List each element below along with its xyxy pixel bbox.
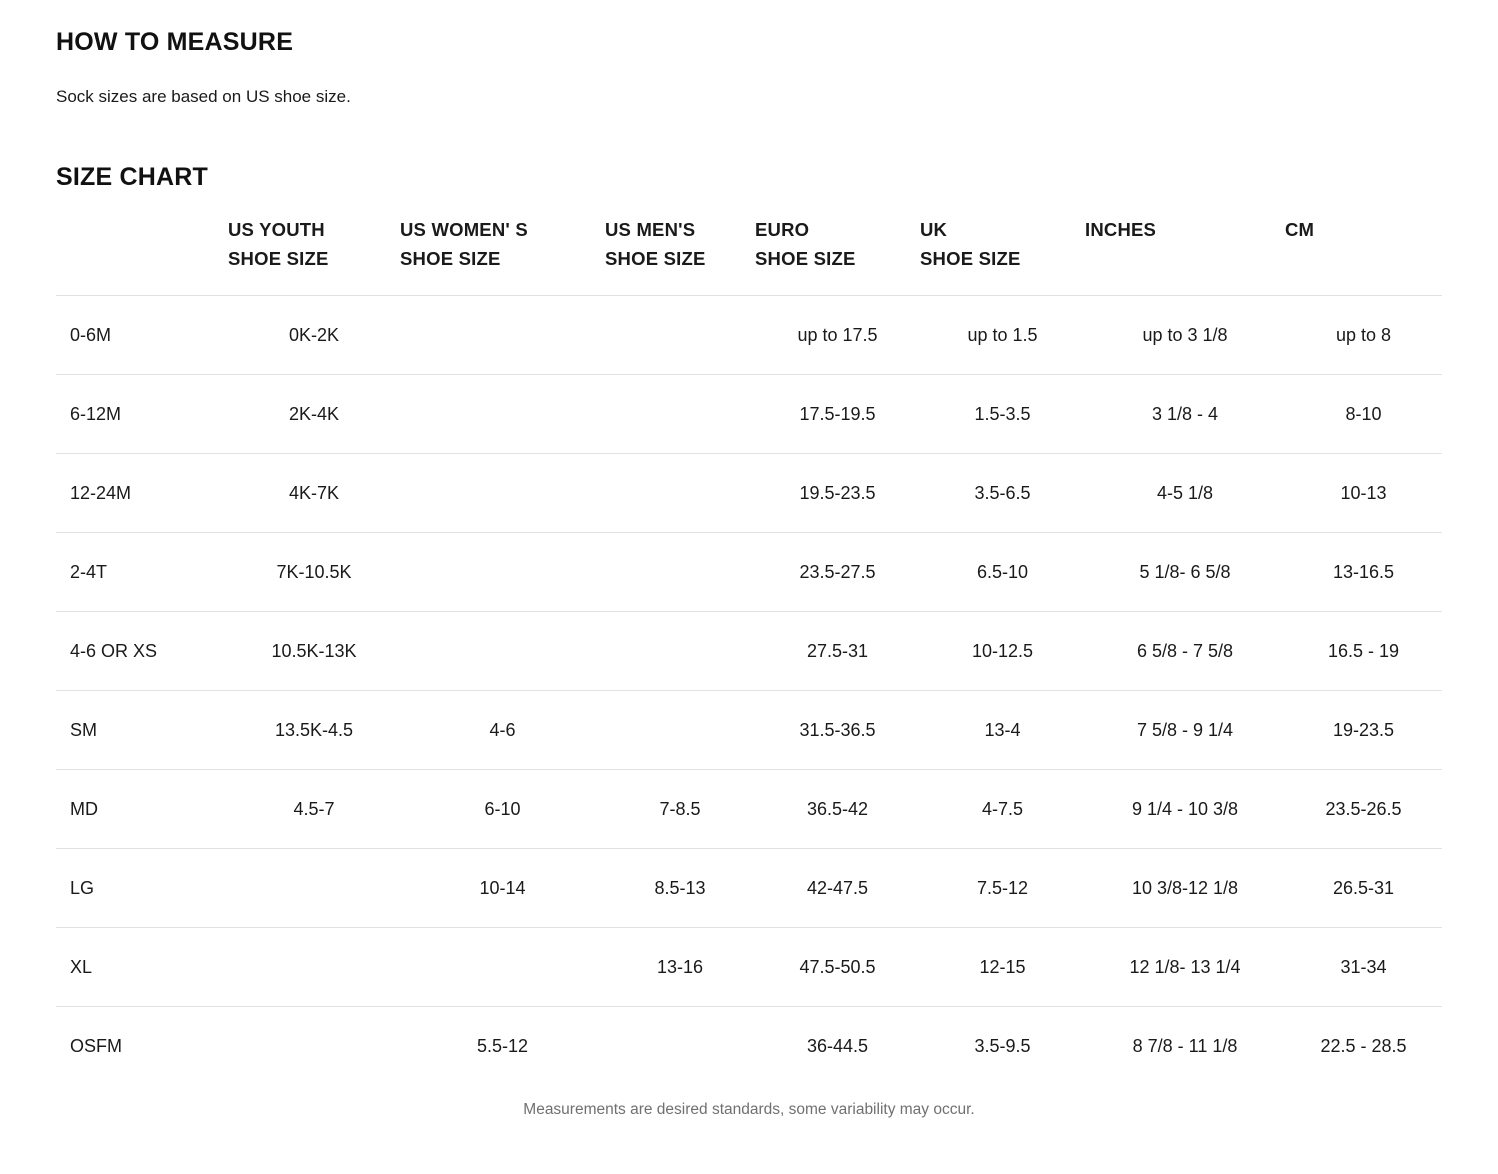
column-header-euro-line2: SHOE SIZE (755, 247, 856, 269)
table-row (56, 691, 1442, 770)
cell-euro: 23.5-27.5 (755, 533, 920, 612)
column-header-us-women-line1: US WOMEN' S (400, 219, 528, 240)
cell-size-label: MD (56, 770, 228, 849)
cell-uk: 7.5-12 (920, 849, 1085, 928)
cell-us-men (605, 296, 755, 375)
cell-uk: 4-7.5 (920, 770, 1085, 849)
cell-us-men: 13-16 (605, 928, 755, 1007)
cell-uk: 1.5-3.5 (920, 375, 1085, 454)
cell-size-label: 2-4T (56, 533, 228, 612)
column-header-us-men (605, 216, 755, 296)
cell-inches: 10 3/8-12 1/8 (1085, 849, 1285, 928)
column-header-inches (1085, 216, 1285, 296)
cell-us-youth: 13.5K-4.5 (228, 691, 400, 770)
cell-euro: 19.5-23.5 (755, 454, 920, 533)
column-header-cm (1285, 216, 1442, 296)
cell-size-label: 12-24M (56, 454, 228, 533)
table-body (56, 296, 1442, 1086)
cell-size-label: 4-6 OR XS (56, 612, 228, 691)
cell-us-women: 4-6 (400, 691, 605, 770)
cell-inches: up to 3 1/8 (1085, 296, 1285, 375)
column-header-us-men-line2: SHOE SIZE (605, 247, 706, 269)
intro-text: Sock sizes are based on US shoe size. (56, 87, 351, 106)
cell-inches: 8 7/8 - 11 1/8 (1085, 1007, 1285, 1086)
table-row (56, 1007, 1442, 1086)
cell-size-label: OSFM (56, 1007, 228, 1086)
cell-uk: 3.5-9.5 (920, 1007, 1085, 1086)
table-row (56, 612, 1442, 691)
cell-cm: up to 8 (1285, 296, 1442, 375)
cell-euro: 27.5-31 (755, 612, 920, 691)
cell-cm: 8-10 (1285, 375, 1442, 454)
cell-us-women (400, 296, 605, 375)
cell-cm: 13-16.5 (1285, 533, 1442, 612)
cell-us-women (400, 928, 605, 1007)
cell-inches: 9 1/4 - 10 3/8 (1085, 770, 1285, 849)
cell-us-youth: 4.5-7 (228, 770, 400, 849)
cell-inches: 12 1/8- 13 1/4 (1085, 928, 1285, 1007)
cell-euro: 31.5-36.5 (755, 691, 920, 770)
cell-us-youth: 4K-7K (228, 454, 400, 533)
cell-us-women: 5.5-12 (400, 1007, 605, 1086)
cell-inches: 6 5/8 - 7 5/8 (1085, 612, 1285, 691)
cell-cm: 22.5 - 28.5 (1285, 1007, 1442, 1086)
cell-us-men (605, 612, 755, 691)
cell-size-label: 0-6M (56, 296, 228, 375)
cell-euro: 36.5-42 (755, 770, 920, 849)
table-row (56, 296, 1442, 375)
cell-uk: 3.5-6.5 (920, 454, 1085, 533)
cell-cm: 31-34 (1285, 928, 1442, 1007)
table-row (56, 375, 1442, 454)
cell-us-youth (228, 928, 400, 1007)
cell-us-men: 7-8.5 (605, 770, 755, 849)
cell-cm: 19-23.5 (1285, 691, 1442, 770)
table-row (56, 928, 1442, 1007)
cell-us-men (605, 533, 755, 612)
cell-us-youth: 2K-4K (228, 375, 400, 454)
cell-uk: 12-15 (920, 928, 1085, 1007)
cell-size-label: 6-12M (56, 375, 228, 454)
cell-euro: 17.5-19.5 (755, 375, 920, 454)
cell-size-label: SM (56, 691, 228, 770)
cell-us-women: 10-14 (400, 849, 605, 928)
cell-inches: 3 1/8 - 4 (1085, 375, 1285, 454)
cell-us-women (400, 454, 605, 533)
cell-us-women (400, 533, 605, 612)
cell-cm: 10-13 (1285, 454, 1442, 533)
cell-cm: 23.5-26.5 (1285, 770, 1442, 849)
column-header-us-youth-line2: SHOE SIZE (228, 247, 329, 269)
column-header-inches-line1: INCHES (1085, 219, 1157, 240)
table-row (56, 849, 1442, 928)
table-row (56, 533, 1442, 612)
cell-size-label: LG (56, 849, 228, 928)
cell-inches: 5 1/8- 6 5/8 (1085, 533, 1285, 612)
column-header-us-youth (228, 216, 400, 296)
cell-us-women: 6-10 (400, 770, 605, 849)
cell-inches: 7 5/8 - 9 1/4 (1085, 691, 1285, 770)
cell-euro: 36-44.5 (755, 1007, 920, 1086)
column-header-size (56, 216, 228, 296)
cell-us-men (605, 375, 755, 454)
cell-inches: 4-5 1/8 (1085, 454, 1285, 533)
column-header-us-youth-line1: US YOUTH (228, 219, 325, 240)
cell-us-youth (228, 849, 400, 928)
column-header-euro (755, 216, 920, 296)
cell-euro: 42-47.5 (755, 849, 920, 928)
cell-us-youth (228, 1007, 400, 1086)
cell-us-women (400, 375, 605, 454)
cell-us-youth: 0K-2K (228, 296, 400, 375)
cell-uk: 10-12.5 (920, 612, 1085, 691)
size-chart-table (56, 216, 1442, 1085)
cell-us-women (400, 612, 605, 691)
cell-cm: 16.5 - 19 (1285, 612, 1442, 691)
page-title: HOW TO MEASURE (56, 28, 294, 56)
table-header (56, 216, 1442, 296)
cell-us-youth: 7K-10.5K (228, 533, 400, 612)
column-header-us-women-line2: SHOE SIZE (400, 247, 501, 269)
column-header-us-women (400, 216, 605, 296)
cell-uk: up to 1.5 (920, 296, 1085, 375)
cell-us-men (605, 1007, 755, 1086)
column-header-us-men-line1: US MEN'S (605, 219, 696, 240)
table-row (56, 454, 1442, 533)
column-header-uk-line1: UK (920, 219, 948, 240)
size-chart-title: SIZE CHART (56, 163, 208, 191)
column-header-uk-line2: SHOE SIZE (920, 247, 1021, 269)
cell-us-youth: 10.5K-13K (228, 612, 400, 691)
column-header-uk (920, 216, 1085, 296)
table-row (56, 770, 1442, 849)
cell-us-men (605, 691, 755, 770)
cell-euro: 47.5-50.5 (755, 928, 920, 1007)
cell-cm: 26.5-31 (1285, 849, 1442, 928)
cell-uk: 13-4 (920, 691, 1085, 770)
cell-euro: up to 17.5 (755, 296, 920, 375)
cell-us-men: 8.5-13 (605, 849, 755, 928)
table-footnote: Measurements are desired standards, some variability may occur. (523, 1101, 975, 1119)
cell-uk: 6.5-10 (920, 533, 1085, 612)
cell-us-men (605, 454, 755, 533)
table-header-row (56, 216, 1442, 296)
cell-size-label: XL (56, 928, 228, 1007)
column-header-cm-line1: CM (1285, 219, 1315, 240)
column-header-euro-line1: EURO (755, 219, 810, 240)
